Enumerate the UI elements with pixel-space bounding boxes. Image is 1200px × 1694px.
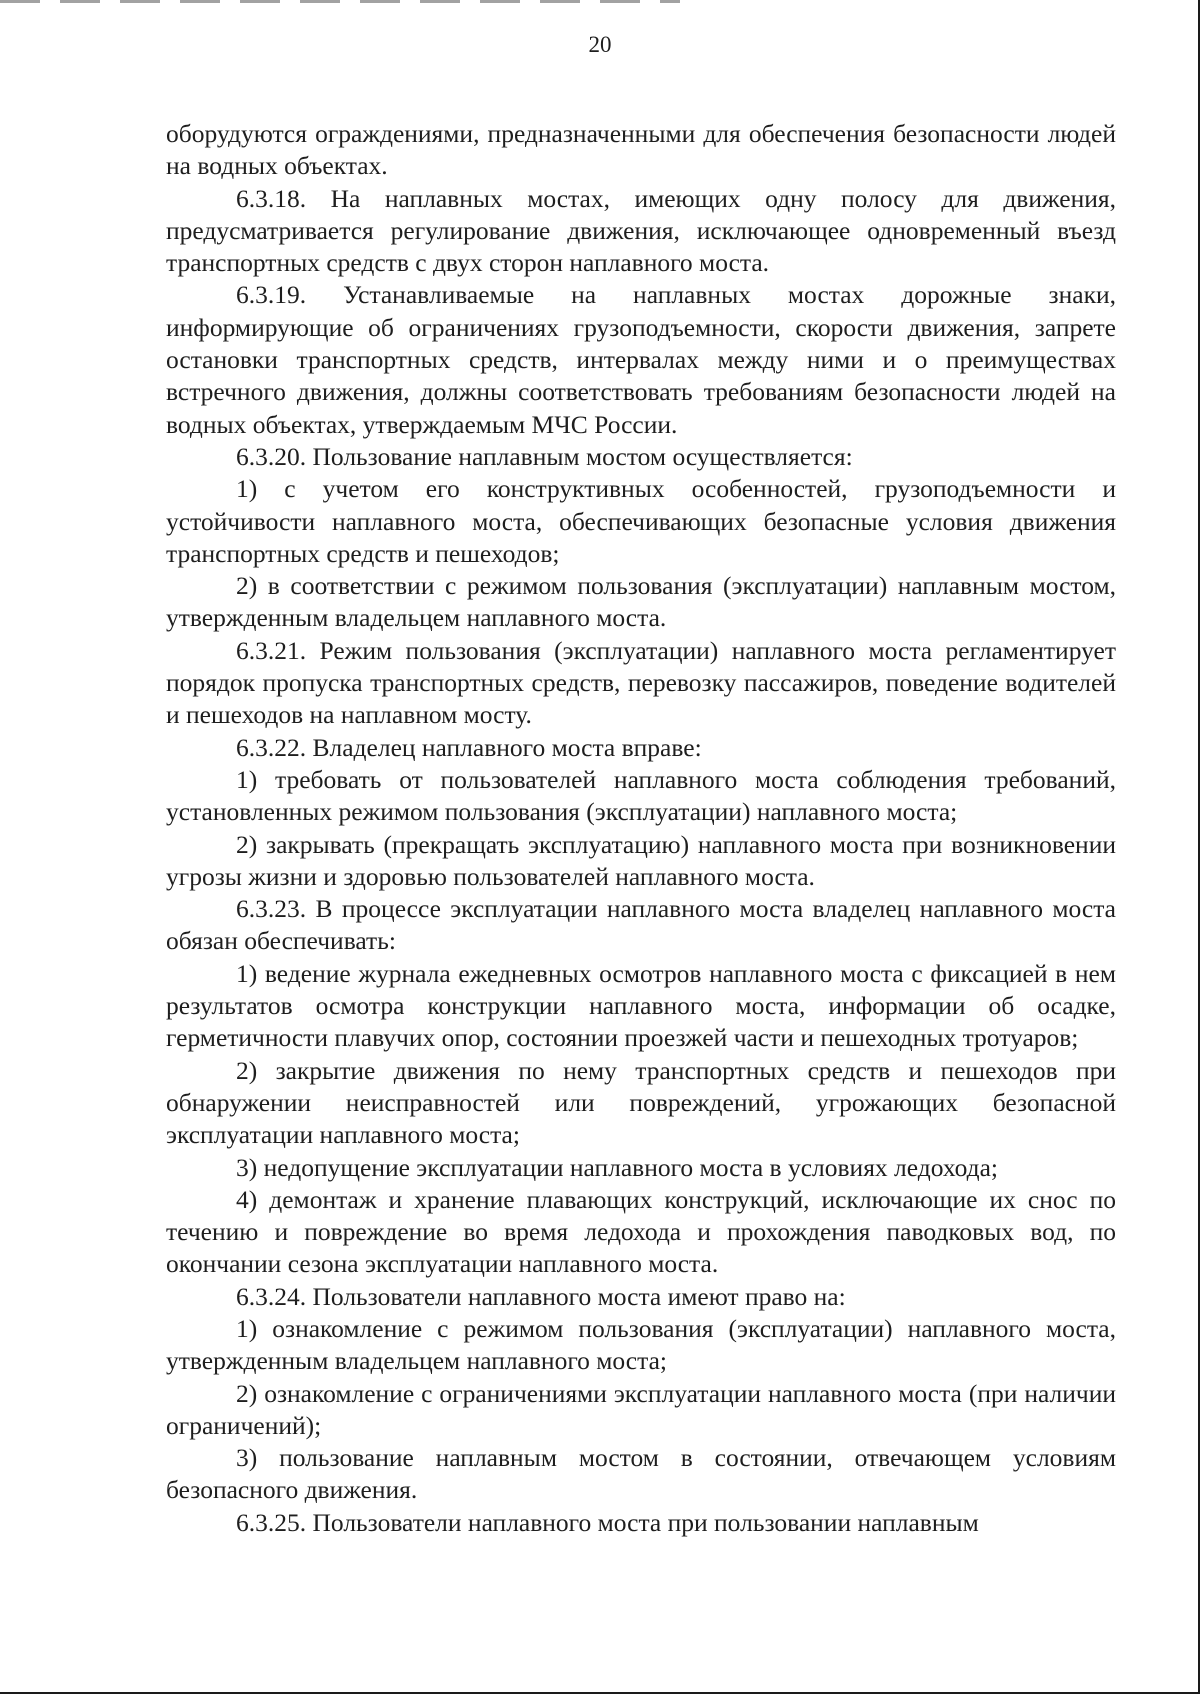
paragraph-6-3-18: 6.3.18. На наплавных мостах, имеющих одну полосу для движения, предусматривается регулирование движения, исключающее одновременный въезд транспортных средств с двух сторон наплавного моста. (166, 183, 1116, 278)
paragraph-6-3-24: 6.3.24. Пользователи наплавного моста имеют право на: (236, 1281, 846, 1311)
paragraph-6-3-20: 6.3.20. Пользование наплавным мостом осуществляется: (236, 441, 853, 471)
paragraph-6-3-23: 6.3.23. В процессе эксплуатации наплавного моста владелец наплавного моста обязан обеспечивать: (166, 894, 1116, 956)
list-item-6-3-23-2: 2) закрытие движения по нему транспортных средств и пешеходов при обнаружении неисправностей или повреждений, угрожающих безопасной эксплуатации наплавного моста; (166, 1055, 1116, 1150)
list-item-6-3-20-1: 1) с учетом его конструктивных особенностей, грузоподъемности и устойчивости наплавного моста, обеспечивающих безопасные условия движения транспортных средств и пешеходов; (166, 474, 1116, 568)
list-item-6-3-22-2: 2) закрывать (прекращать эксплуатацию) наплавного моста при возникновении угрозы жизни и здоровью пользователей наплавного моста. (166, 829, 1116, 891)
list-item-6-3-20-2: 2) в соответствии с режимом пользования (эксплуатации) наплавным мостом, утвержденным владельцем наплавного моста. (166, 571, 1116, 633)
list-item-6-3-24-3: 3) пользование наплавным мостом в состоянии, отвечающем условиям безопасного движения. (166, 1443, 1116, 1505)
paragraph-6-3-22: 6.3.22. Владелец наплавного моста вправе: (236, 732, 702, 762)
paragraph-6-3-25: 6.3.25. Пользователи наплавного моста при пользовании наплавным (236, 1507, 979, 1537)
list-item-6-3-23-4: 4) демонтаж и хранение плавающих конструкций, исключающие их снос по течению и повреждение во время ледохода и прохождения паводковых вод, по окончании сезона эксплуатации наплавного моста. (166, 1184, 1116, 1279)
list-item-6-3-23-1: 1) ведение журнала ежедневных осмотров наплавного моста с фиксацией в нем результатов осмотра конструкции наплавного моста, информации об осадке, герметичности плавучих опор, состоянии проезжей части и пешеходных тротуаров; (166, 958, 1116, 1053)
paragraph-continuation: оборудуются ограждениями, предназначенными для обеспечения безопасности людей на водных объектах. (166, 119, 1116, 181)
list-item-6-3-23-3: 3) недопущение эксплуатации наплавного моста в условиях ледохода; (236, 1152, 999, 1182)
list-item-6-3-24-1: 1) ознакомление с режимом пользования (эксплуатации) наплавного моста, утвержденным владельцем наплавного моста; (166, 1313, 1116, 1376)
paragraph-6-3-21: 6.3.21. Режим пользования (эксплуатации) наплавного моста регламентирует порядок пропуска транспортных средств, перевозку пассажиров, поведение водителей и пешеходов на наплавном мосту. (166, 635, 1116, 730)
scan-edge-artifact (0, 0, 680, 3)
paragraph-6-3-19: 6.3.19. Устанавливаемые на наплавных мостах дорожные знаки, информирующие об ограничениях грузоподъемности, скорости движения, запрете остановки транспортных средств, интервалах между ними и о преимуществах встречного движения, должны соответствовать требованиям безопасности людей на водных объектах, утверждаемым МЧС России. (166, 280, 1116, 439)
page-number: 20 (588, 32, 612, 57)
document-body (166, 118, 1116, 1539)
list-item-6-3-22-1: 1) требовать от пользователей наплавного моста соблюдения требований, установленных режимом пользования (эксплуатации) наплавного моста; (166, 764, 1116, 827)
list-item-6-3-24-2: 2) ознакомление с ограничениями эксплуатации наплавного моста (при наличии ограничений); (166, 1378, 1116, 1440)
